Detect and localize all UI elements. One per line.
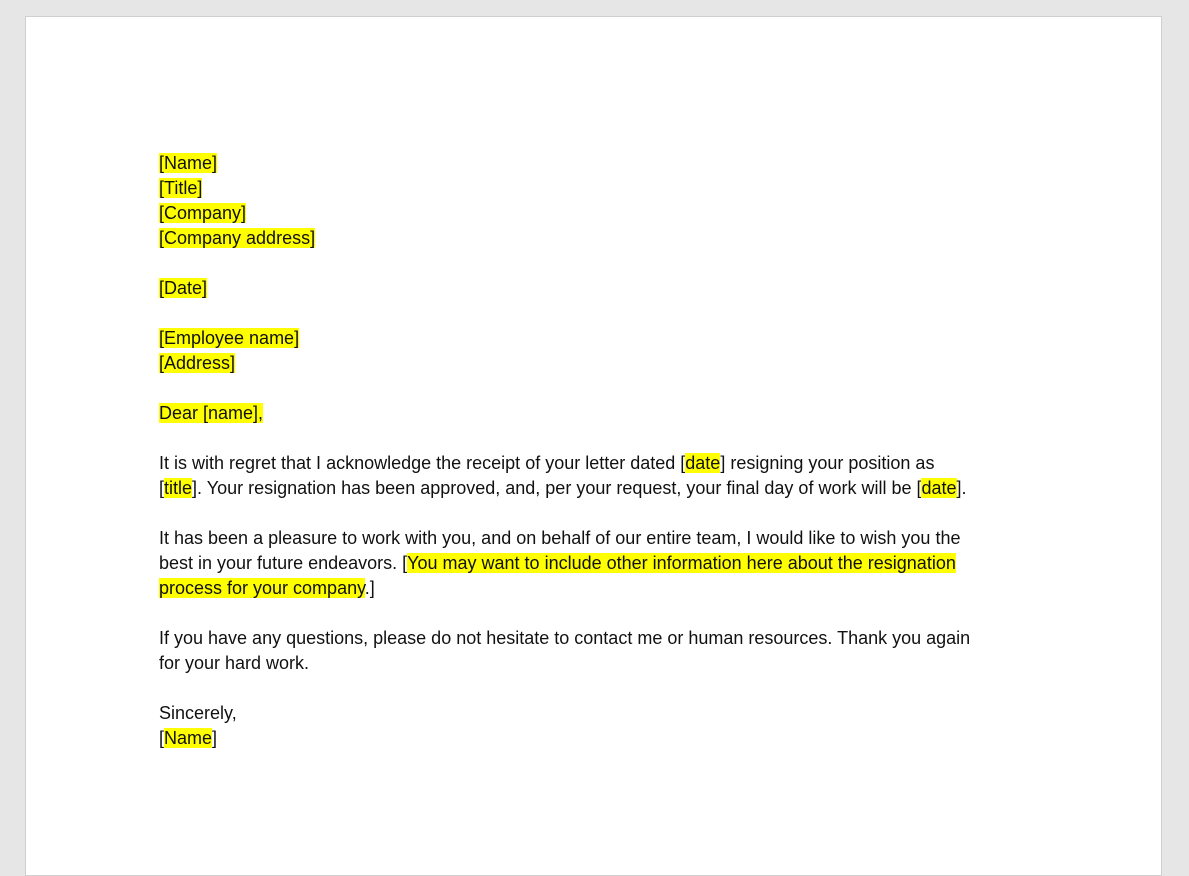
sender-name-line[interactable]: [159, 151, 1039, 176]
blank-line: [159, 501, 1039, 526]
paragraph-2-line-2[interactable]: [159, 551, 1039, 576]
company-address-line[interactable]: [159, 226, 1039, 251]
text-run: ]. Your resignation has been approved, and, per your request, your final day of work will be [: [192, 478, 922, 498]
signature-name-placeholder[interactable]: Name: [164, 728, 213, 748]
closing-line[interactable]: [159, 701, 1039, 726]
employee-address-placeholder[interactable]: [Address]: [159, 353, 236, 373]
text-run: [: [159, 478, 165, 498]
date-line[interactable]: [159, 276, 1039, 301]
letter-body[interactable]: [159, 151, 1039, 751]
position-title-placeholder[interactable]: title: [164, 478, 193, 498]
company-placeholder[interactable]: [Company]: [159, 203, 247, 223]
blank-line: [159, 376, 1039, 401]
sender-name-placeholder[interactable]: [Name]: [159, 153, 218, 173]
sender-title-line[interactable]: [159, 176, 1039, 201]
text-run: ].: [956, 478, 967, 498]
text-run: Sincerely,: [159, 703, 237, 723]
company-line[interactable]: [159, 201, 1039, 226]
paragraph-3-line-1[interactable]: [159, 626, 1039, 651]
text-run: ]: [212, 728, 218, 748]
paragraph-2-line-1[interactable]: [159, 526, 1039, 551]
final-day-date-placeholder[interactable]: date: [921, 478, 957, 498]
text-run: for your hard work.: [159, 653, 310, 673]
paragraph-1-line-2[interactable]: [159, 476, 1039, 501]
paragraph-1-line-1[interactable]: [159, 451, 1039, 476]
employee-address-line[interactable]: [159, 351, 1039, 376]
blank-line: [159, 301, 1039, 326]
paragraph-2-line-3[interactable]: [159, 576, 1039, 601]
sender-title-placeholder[interactable]: [Title]: [159, 178, 203, 198]
resignation-letter-date-placeholder[interactable]: date: [685, 453, 721, 473]
additional-info-placeholder-cont[interactable]: process for your company: [159, 578, 365, 598]
salutation-placeholder[interactable]: Dear [name],: [159, 403, 264, 423]
company-address-placeholder[interactable]: [Company address]: [159, 228, 316, 248]
additional-info-placeholder[interactable]: You may want to include other information here about the resignation: [407, 553, 956, 573]
signature-line[interactable]: [159, 726, 1039, 751]
text-run: It is with regret that I acknowledge the receipt of your letter dated [: [159, 453, 686, 473]
blank-line: [159, 251, 1039, 276]
text-run: It has been a pleasure to work with you, and on behalf of our entire team, I would like to wish you the: [159, 528, 961, 548]
paragraph-3-line-2[interactable]: [159, 651, 1039, 676]
text-run: best in your future endeavors. [: [159, 553, 408, 573]
text-run: [: [159, 728, 165, 748]
salutation-line[interactable]: [159, 401, 1039, 426]
employee-name-placeholder[interactable]: [Employee name]: [159, 328, 300, 348]
blank-line: [159, 426, 1039, 451]
text-run: ] resigning your position as: [720, 453, 935, 473]
blank-line: [159, 676, 1039, 701]
employee-name-line[interactable]: [159, 326, 1039, 351]
blank-line: [159, 601, 1039, 626]
text-run: If you have any questions, please do not hesitate to contact me or human resources. Thank you again: [159, 628, 971, 648]
text-run: .]: [364, 578, 375, 598]
document-page[interactable]: [25, 16, 1162, 876]
date-placeholder[interactable]: [Date]: [159, 278, 208, 298]
